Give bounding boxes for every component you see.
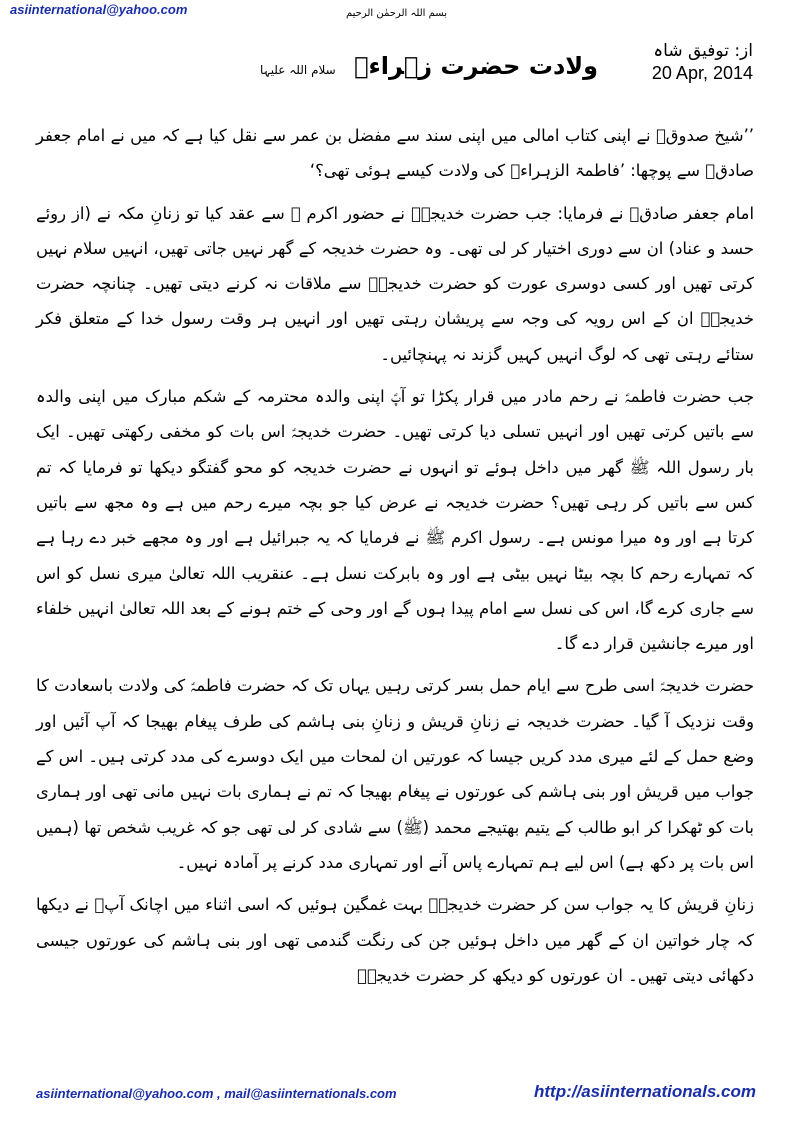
article-body (36, 118, 754, 1000)
publish-date: 20 Apr, 2014 (651, 63, 753, 83)
footer-emails[interactable]: asiinternational@yahoo.com , mail@asiinternationals.com (36, 1086, 397, 1101)
article-title (260, 52, 598, 80)
paragraph-4: حضرت خدیجہؑ اسی طرح سے ایام حمل بسر کرتی رہیں یہاں تک کہ حضرت فاطمہؑ کی ولادت باسعادت کا وقت نزدیک آ گیا۔ حضرت خدیجہ نے زنانِ قریش و زنانِ بنی ہاشم کی طرف پیغام بھیجا کہ آپ آئیں اور وضع حمل کے لئے میری مدد کریں جیسا کہ عورتیں ان لمحات میں ایک دوسرے کی مدد کرتی ہیں۔ اس کے جواب میں قریش اور بنی ہاشم کی عورتوں نے پیغام بھیجا کہ تم نے ہماری بات نہیں مانی تھی اور ہماری بات کو ٹھکرا کر ابو طالب کے یتیم بھتیجے محمد (ﷺ) سے شادی کر لی تھی جو کہ غریب شخص تھا (ہمیں اس بات پر دکھ ہے) اس لیے ہم تمہارے پاس آنے اور تمہاری مدد کرنے پر آمادہ نہیں۔ (36, 676, 754, 872)
title-text: ولادت حضرت زہراءؑ (354, 52, 599, 80)
title-honorific: سلام اللہ علیہا (260, 63, 336, 77)
paragraph-2: امام جعفر صادقؑ نے فرمایا: جب حضرت خدیجہؑ نے حضور اکرم ﷺ سے عقد کیا تو زنانِ مکہ نے (از روئے حسد و عناد) ان سے دوری اختیار کر لی تھی۔ وہ حضرت خدیجہ کے گھر نہیں جاتی تھیں، انہیں سلام نہیں کرتی تھیں اور کسی دوسری عورت کو حضرت خدیجہؑ سے ملاقات نہ کرنے دیتی تھیں۔ چنانچہ حضرت خدیجہؑ ان کے اس رویہ کی وجہ سے پریشان رہتی تھیں اور انہیں ہر وقت رسول خدا کے متعلق فکر ستائے رہتی تھی کہ لوگ انہیں کہیں گزند نہ پہنچائیں۔ (36, 203, 754, 364)
author-line: از: توفیق شاہ (653, 41, 753, 61)
paragraph-1: ’’شیخ صدوقؒ نے اپنی کتاب امالی میں اپنی سند سے مفضل بن عمر سے نقل کیا ہے کہ میں نے امام جعفر صادقؑ سے پوچھا: ’فاطمۃ الزہراءؑ کی ولادت کیسے ہوئی تھی؟‘ (36, 126, 754, 181)
paragraph-5: زنانِ قریش کا یہ جواب سن کر حضرت خدیجہؑ بہت غمگین ہوئیں کہ اسی اثناء میں اچانک آپؑ نے دیکھا کہ چار خواتین ان کے گھر میں داخل ہوئیں جن کی رنگت گندمی تھی اور بنی ہاشم کی عورتوں جیسی دکھائی دیتی تھیں۔ ان عورتوں کو دیکھ کر حضرت خدیجہؑ (36, 895, 754, 985)
footer-website-link[interactable]: http://asiinternationals.com (534, 1082, 756, 1101)
bismillah: بسم اللہ الرحمٰن الرحیم (345, 8, 447, 19)
page-footer (36, 1082, 756, 1108)
header-email[interactable]: asiinternational@yahoo.com (10, 2, 188, 17)
paragraph-3: جب حضرت فاطمہؑ نے رحم مادر میں قرار پکڑا تو آپؑ اپنی والدہ محترمہ کے شکم مبارک میں اپنی والدہ سے باتیں کرتی تھیں اور انہیں تسلی دیا کرتی تھیں۔ حضرت خدیجہؑ اس بات کو مخفی رکھتی تھیں۔ ایک بار رسول اللہ ﷺ گھر میں داخل ہوئے تو انہوں نے حضرت خدیجہ کو محو گفتگو دیکھا تو فرمایا کہ تم کس سے باتیں کر رہی تھیں؟ حضرت خدیجہ نے عرض کیا جو بچہ میرے رحم میں ہے وہ مجھ سے باتیں کرتا ہے اور وہ میرا مونس ہے۔ رسول اکرم ﷺ نے فرمایا کہ یہ جبرائیل ہے اور وہ مجھے خبر دے رہا ہے کہ تمہارے رحم کا بچہ بیٹا نہیں بیٹی ہے اور وہ بابرکت نسل ہے۔ عنقریب اللہ تعالیٰ میری نسل کو اس سے جاری کرے گا، اس کی نسل سے امام پیدا ہوں گے اور وحی کے ختم ہونے کے بعد اللہ تعالیٰ انہیں خلفاء اور میرے جانشین قرار دے گا۔ (36, 387, 754, 654)
